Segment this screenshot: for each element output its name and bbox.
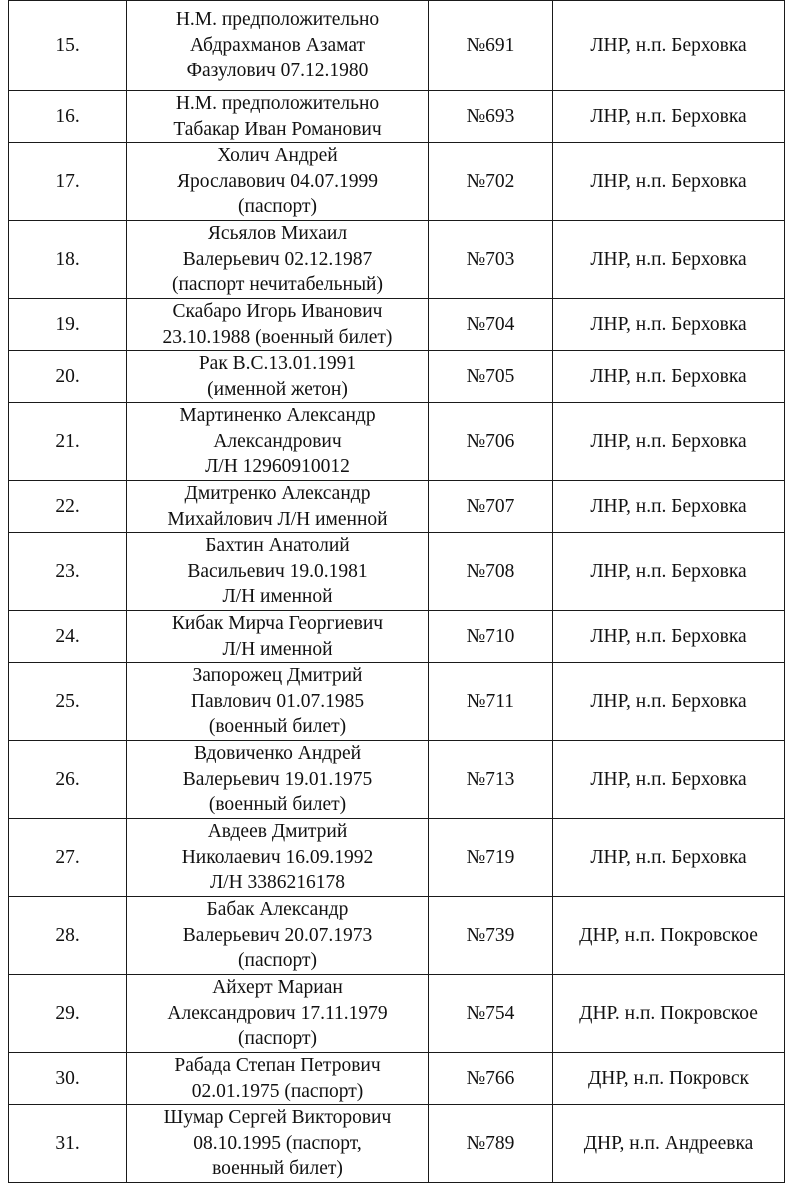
person-line: (паспорт)	[238, 950, 317, 972]
person-line: Н.М. предположительно	[175, 9, 380, 31]
table-row	[9, 221, 785, 299]
location: ЛНР, н.п. Берховка	[553, 663, 785, 741]
location: ЛНР, н.п. Берховка	[553, 611, 785, 663]
table-body	[9, 1, 785, 1183]
record-number: №739	[429, 897, 553, 975]
record-number: №719	[429, 819, 553, 897]
person-cell	[127, 221, 429, 299]
person-cell	[127, 533, 429, 611]
row-number: 17.	[9, 143, 127, 221]
row-number: 27.	[9, 819, 127, 897]
person-line: Валерьевич 19.01.1975	[182, 768, 373, 790]
record-number: №789	[429, 1105, 553, 1183]
table-row	[9, 663, 785, 741]
location: ЛНР, н.п. Берховка	[553, 481, 785, 533]
person-line: (паспорт)	[238, 196, 317, 218]
record-number: №708	[429, 533, 553, 611]
person-cell	[127, 1105, 429, 1183]
record-number: №706	[429, 403, 553, 481]
person-line: Рабада Степан Петрович	[174, 1055, 381, 1076]
person-line: Ясьялов Михаил	[207, 223, 348, 245]
location: ЛНР, н.п. Берховка	[553, 91, 785, 143]
person-line: Рак В.С.13.01.1991	[198, 353, 357, 374]
record-number: №702	[429, 143, 553, 221]
person-cell	[127, 741, 429, 819]
person-line: Мартиненко Александр	[179, 405, 376, 427]
person-line: Дмитренко Александр	[184, 483, 371, 504]
table-row	[9, 897, 785, 975]
location: ЛНР, н.п. Берховка	[553, 819, 785, 897]
record-number: №693	[429, 91, 553, 143]
row-number: 26.	[9, 741, 127, 819]
person-line: (военный билет)	[208, 794, 347, 816]
location: ЛНР, н.п. Берховка	[553, 143, 785, 221]
location: ЛНР, н.п. Берховка	[553, 299, 785, 351]
row-number: 28.	[9, 897, 127, 975]
person-line: Айхерт Мариан	[212, 977, 343, 999]
person-cell	[127, 663, 429, 741]
person-line: Валерьевич 20.07.1973	[182, 924, 373, 946]
person-line: Вдовиченко Андрей	[193, 743, 362, 765]
row-number: 25.	[9, 663, 127, 741]
person-cell	[127, 143, 429, 221]
location: ДНР, н.п. Андреевка	[553, 1105, 785, 1183]
person-line: Табакар Иван Романович	[173, 118, 382, 140]
table-row	[9, 143, 785, 221]
row-number: 29.	[9, 975, 127, 1053]
table-row	[9, 351, 785, 403]
location: ДНР, н.п. Покровск	[553, 1053, 785, 1105]
person-line: Запорожец Дмитрий	[192, 665, 363, 687]
person-cell	[127, 91, 429, 143]
record-number: №710	[429, 611, 553, 663]
person-line: Авдеев Дмитрий	[207, 821, 348, 843]
person-cell	[127, 403, 429, 481]
row-number: 30.	[9, 1053, 127, 1105]
record-number: №707	[429, 481, 553, 533]
person-cell	[127, 819, 429, 897]
record-number: №704	[429, 299, 553, 351]
person-line: (именной жетон)	[207, 378, 348, 400]
person-line: 23.10.1988 (военный билет)	[162, 326, 393, 348]
table-row	[9, 819, 785, 897]
record-number: №691	[429, 1, 553, 91]
location: ЛНР, н.п. Берховка	[553, 221, 785, 299]
person-cell	[127, 897, 429, 975]
person-line: Л/Н именной	[222, 638, 333, 660]
person-line: Александрович 17.11.1979	[167, 1002, 388, 1024]
table-row	[9, 1053, 785, 1105]
record-number: №754	[429, 975, 553, 1053]
person-line: Александрович	[213, 430, 342, 452]
table-row	[9, 481, 785, 533]
records-table	[8, 0, 785, 1183]
person-line: Михайлович Л/Н именной	[167, 508, 388, 530]
person-line: Л/Н 3386216178	[209, 872, 346, 894]
person-line: 02.01.1975 (паспорт)	[191, 1080, 364, 1102]
location: ЛНР, н.п. Берховка	[553, 533, 785, 611]
person-line: Павлович 01.07.1985	[190, 690, 365, 712]
person-line: (паспорт)	[238, 1028, 317, 1050]
person-line: Бабак Александр	[206, 899, 349, 921]
table-row	[9, 299, 785, 351]
person-cell	[127, 481, 429, 533]
row-number: 24.	[9, 611, 127, 663]
person-cell	[127, 611, 429, 663]
row-number: 21.	[9, 403, 127, 481]
table-row	[9, 975, 785, 1053]
record-number: №703	[429, 221, 553, 299]
location: ЛНР, н.п. Берховка	[553, 741, 785, 819]
person-line: Николаевич 16.09.1992	[181, 846, 374, 868]
person-cell	[127, 975, 429, 1053]
person-cell	[127, 351, 429, 403]
row-number: 22.	[9, 481, 127, 533]
table-row	[9, 1, 785, 91]
person-cell	[127, 1, 429, 91]
person-line: Скабаро Игорь Иванович	[172, 301, 383, 322]
record-number: №766	[429, 1053, 553, 1105]
location: ЛНР, н.п. Берховка	[553, 351, 785, 403]
table-row	[9, 91, 785, 143]
person-line: Кибак Мирча Георгиевич	[171, 613, 384, 634]
location: ЛНР, н.п. Берховка	[553, 403, 785, 481]
table-row	[9, 403, 785, 481]
table-row	[9, 741, 785, 819]
person-cell	[127, 1053, 429, 1105]
row-number: 20.	[9, 351, 127, 403]
person-line: Н.М. предположительно	[175, 93, 380, 114]
person-line: военный билет)	[212, 1158, 343, 1180]
person-cell	[127, 299, 429, 351]
person-line: (паспорт нечитабельный)	[172, 274, 383, 296]
person-line: Л/Н 12960910012	[205, 456, 350, 478]
location: ДНР. н.п. Покровское	[553, 975, 785, 1053]
person-line: Бахтин Анатолий	[205, 535, 350, 557]
table-row	[9, 533, 785, 611]
table-row	[9, 611, 785, 663]
location: ДНР, н.п. Покровское	[553, 897, 785, 975]
person-line: Абдрахманов Азамат	[189, 34, 366, 56]
record-number: №705	[429, 351, 553, 403]
person-line: (военный билет)	[208, 716, 347, 738]
row-number: 15.	[9, 1, 127, 91]
row-number: 31.	[9, 1105, 127, 1183]
person-line: Фазулович 07.12.1980	[186, 60, 369, 82]
record-number: №713	[429, 741, 553, 819]
record-number: №711	[429, 663, 553, 741]
person-line: 08.10.1995 (паспорт,	[193, 1132, 362, 1154]
location: ЛНР, н.п. Берховка	[553, 1, 785, 91]
row-number: 19.	[9, 299, 127, 351]
row-number: 18.	[9, 221, 127, 299]
person-line: Ярославович 04.07.1999	[177, 170, 378, 192]
person-line: Л/Н именной	[222, 586, 333, 608]
person-line: Васильевич 19.0.1981	[187, 560, 368, 582]
row-number: 23.	[9, 533, 127, 611]
row-number: 16.	[9, 91, 127, 143]
person-line: Валерьевич 02.12.1987	[182, 248, 373, 270]
table-row	[9, 1105, 785, 1183]
person-line: Шумар Сергей Викторович	[163, 1107, 392, 1129]
person-line: Холич Андрей	[217, 145, 338, 167]
